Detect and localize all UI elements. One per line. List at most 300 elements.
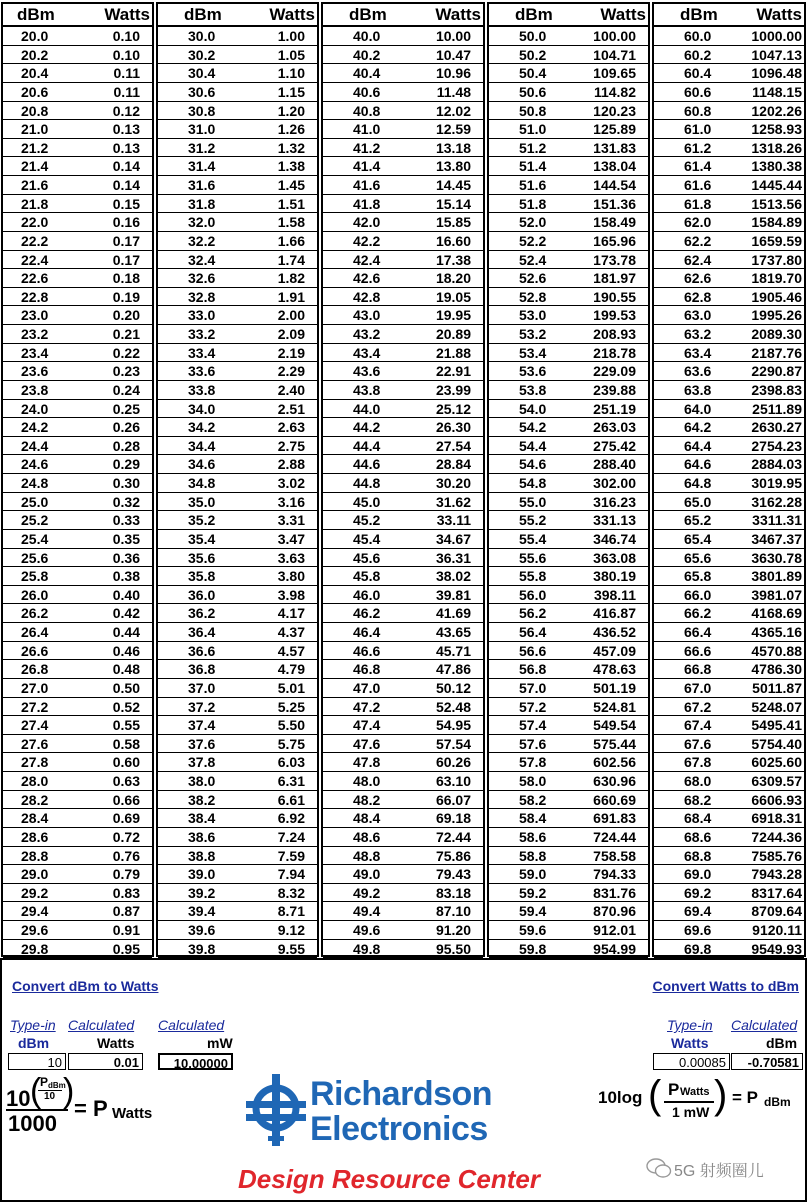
watts-cell: 63.10	[435, 773, 471, 789]
table-row	[158, 64, 317, 83]
table-row	[323, 418, 483, 437]
dbm-cell: 45.4	[353, 530, 381, 547]
dbm-cell: 55.2	[519, 512, 547, 529]
dbm-cell: 27.6	[21, 735, 49, 752]
watts-cell: 6606.93	[751, 791, 802, 808]
watts-cell: 0.14	[112, 158, 140, 175]
watts-cell: 1000.00	[751, 28, 802, 44]
watts-cell: 1.10	[277, 65, 305, 82]
dbm-cell: 25.4	[21, 530, 49, 547]
table-row	[489, 604, 648, 623]
watts-cell: 5.01	[277, 679, 305, 696]
table-row	[654, 642, 804, 661]
watts-cell: 54.95	[435, 717, 471, 734]
table-row	[323, 344, 483, 363]
dbm-cell: 64.2	[684, 419, 712, 436]
table-row	[489, 306, 648, 325]
table-row	[323, 400, 483, 419]
dbm-cell: 55.0	[519, 493, 547, 510]
table-header	[489, 4, 648, 27]
table-row	[3, 269, 152, 288]
table-header	[3, 4, 152, 27]
watts-cell: 208.93	[593, 326, 636, 342]
dbm-cell: 23.2	[21, 326, 49, 342]
dbm-cell: 40.6	[353, 83, 381, 100]
dbm-cell: 36.6	[188, 642, 216, 659]
watts-cell: 1380.38	[751, 158, 802, 175]
table-row	[158, 940, 317, 959]
table-row	[489, 809, 648, 828]
table-row	[489, 902, 648, 921]
watts-cell: 181.97	[593, 270, 636, 287]
table-row	[654, 381, 804, 400]
table-row	[3, 455, 152, 474]
dbm-cell: 56.8	[519, 661, 547, 678]
watts-cell: 0.28	[112, 437, 140, 454]
table-row	[654, 288, 804, 307]
dbm-cell: 57.4	[519, 717, 547, 734]
dbm-cell: 23.0	[21, 307, 49, 324]
table-row	[489, 157, 648, 176]
table-row	[489, 288, 648, 307]
dbm-cell: 56.2	[519, 605, 547, 622]
watts-cell: 16.60	[435, 232, 471, 249]
watts-cell: 3801.89	[751, 568, 802, 585]
dbm-cell: 49.4	[353, 903, 381, 920]
formula-open-paren-right: (	[648, 1073, 662, 1117]
watts-cell: 9.55	[277, 940, 305, 957]
dbm-cell: 22.8	[21, 288, 49, 305]
dbm-cell: 58.0	[519, 773, 547, 789]
dbm-cell: 63.0	[684, 307, 712, 324]
dbm-cell: 47.4	[353, 717, 381, 734]
dbm-cell: 65.2	[684, 512, 712, 529]
table-row	[489, 362, 648, 381]
table-row	[3, 176, 152, 195]
table-row	[3, 753, 152, 772]
watts-cell: 199.53	[593, 307, 636, 324]
table-row	[3, 698, 152, 717]
watts-cell: 4.37	[277, 624, 305, 640]
table-row	[158, 511, 317, 530]
watts-cell: 2187.76	[751, 344, 802, 361]
watts-cell: 5754.40	[751, 735, 802, 752]
dbm-cell: 59.2	[519, 884, 547, 901]
dbm-cell: 69.6	[684, 922, 712, 938]
watts-cell: 0.20	[112, 307, 140, 324]
table-row	[158, 623, 317, 642]
dbm-cell: 39.8	[188, 940, 216, 957]
watts-cell: 3.98	[277, 586, 305, 603]
watts-cell: 0.13	[112, 121, 140, 138]
formula-exp-p: P	[40, 1075, 49, 1089]
table-row	[489, 586, 648, 605]
dbm-cell: 38.0	[188, 773, 216, 789]
watts-cell: 131.83	[593, 139, 636, 156]
dbm-cell: 66.2	[684, 605, 712, 622]
dbm-cell: 23.4	[21, 344, 49, 361]
table-row	[323, 27, 483, 46]
watts-cell: 1.00	[277, 28, 305, 44]
table-row	[323, 549, 483, 568]
watts-cell: 3.63	[277, 549, 305, 566]
dbm-cell: 52.2	[519, 232, 547, 249]
unit-dbm-label: dBm	[18, 1035, 50, 1051]
watts-cell: 0.14	[112, 177, 140, 193]
table-row	[654, 865, 804, 884]
dbm-cell: 50.0	[519, 28, 547, 44]
table-row	[654, 902, 804, 921]
watts-cell: 0.40	[112, 586, 140, 603]
watts-cell: 380.19	[593, 568, 636, 585]
formula-den-mw: 1 mW	[672, 1104, 710, 1120]
table-row	[489, 195, 648, 214]
dbm-cell: 30.4	[188, 65, 216, 82]
dbm-cell: 64.8	[684, 475, 712, 491]
dbm-input-field[interactable]: 10	[8, 1053, 66, 1070]
table-row	[654, 157, 804, 176]
table-row	[3, 362, 152, 381]
watts-cell: 0.95	[112, 940, 140, 957]
dbm-cell: 42.6	[353, 270, 381, 287]
formula-base-ten: 10	[6, 1086, 31, 1111]
table-row	[3, 381, 152, 400]
brand-name-line2: Electronics	[310, 1110, 488, 1148]
watts-cell: 3162.28	[751, 493, 802, 510]
watts-cell: 0.33	[112, 512, 140, 529]
watts-cell: 0.60	[112, 754, 140, 771]
watts-cell: 87.10	[435, 903, 471, 920]
dbm-cell: 58.8	[519, 847, 547, 864]
dbm-cell: 36.2	[188, 605, 216, 622]
table-row	[654, 549, 804, 568]
table-row	[489, 213, 648, 232]
unit-dbm-label-right: dBm	[766, 1035, 798, 1051]
table-row	[158, 269, 317, 288]
watts-cell: 501.19	[593, 679, 636, 696]
table-row	[323, 679, 483, 698]
formula-close-paren-right: )	[714, 1073, 728, 1117]
dbm-cell: 30.2	[188, 46, 216, 63]
dbm-cell: 49.2	[353, 884, 381, 901]
dbm-cell: 51.4	[519, 158, 547, 175]
dbm-cell: 50.4	[519, 65, 547, 82]
table-row	[323, 306, 483, 325]
header-watts: Watts	[104, 5, 150, 24]
dbm-cell: 35.0	[188, 493, 216, 510]
watts-cell: 4786.30	[751, 661, 802, 678]
table-row	[323, 251, 483, 270]
watts-cell: 43.65	[435, 624, 471, 640]
table-row	[323, 195, 483, 214]
watts-cell: 19.95	[435, 307, 471, 324]
table-row	[158, 921, 317, 940]
dbm-cell: 41.6	[353, 177, 381, 193]
watts-cell: 125.89	[593, 121, 636, 138]
watts-cell: 288.40	[593, 456, 636, 473]
table-row	[489, 455, 648, 474]
table-row	[3, 46, 152, 65]
watts-cell: 1.45	[277, 177, 305, 193]
watts-cell: 4.57	[277, 642, 305, 659]
table-row	[489, 344, 648, 363]
watts-cell: 724.44	[593, 828, 636, 845]
watts-cell: 0.48	[112, 661, 140, 678]
dbm-cell: 53.6	[519, 363, 547, 380]
dbm-cell: 67.4	[684, 717, 712, 734]
table-row	[323, 139, 483, 158]
table-row	[158, 791, 317, 810]
watts-cell: 6.61	[277, 791, 305, 808]
table-row	[3, 660, 152, 679]
watts-cell: 2398.83	[751, 381, 802, 398]
table-row	[323, 493, 483, 512]
table-row	[489, 64, 648, 83]
table-row	[654, 716, 804, 735]
dbm-cell: 26.2	[21, 605, 49, 622]
dbm-cell: 55.6	[519, 549, 547, 566]
dbm-cell: 57.8	[519, 754, 547, 771]
watts-cell: 0.42	[112, 605, 140, 622]
table-row	[3, 27, 152, 46]
convert-watts-to-dbm-title[interactable]: Convert Watts to dBm	[652, 978, 799, 994]
dbm-cell: 64.6	[684, 456, 712, 473]
dbm-to-watts-formula	[6, 1074, 166, 1134]
table-row	[323, 623, 483, 642]
watts-cell: 1513.56	[751, 195, 802, 212]
table-column	[487, 2, 650, 957]
table-row	[489, 232, 648, 251]
table-row	[323, 809, 483, 828]
watts-cell: 1819.70	[751, 270, 802, 287]
table-row	[3, 940, 152, 959]
table-row	[158, 139, 317, 158]
watts-cell: 144.54	[593, 177, 636, 193]
table-row	[158, 251, 317, 270]
table-row	[654, 344, 804, 363]
table-row	[489, 847, 648, 866]
watts-cell: 0.87	[112, 903, 140, 920]
dbm-cell: 56.6	[519, 642, 547, 659]
dbm-cell: 34.0	[188, 400, 216, 417]
dbm-cell: 32.0	[188, 214, 216, 231]
table-row	[654, 698, 804, 717]
watts-cell: 416.87	[593, 605, 636, 622]
dbm-cell: 43.6	[353, 363, 381, 380]
dbm-cell: 22.4	[21, 251, 49, 268]
table-row	[654, 139, 804, 158]
dbm-cell: 46.0	[353, 586, 381, 603]
watts-cell: 7.59	[277, 847, 305, 864]
dbm-cell: 50.2	[519, 46, 547, 63]
dbm-cell: 41.0	[353, 121, 381, 138]
watts-cell: 263.03	[593, 419, 636, 436]
table-row	[654, 400, 804, 419]
table-row	[158, 586, 317, 605]
table-row	[654, 325, 804, 344]
table-row	[3, 213, 152, 232]
dbm-cell: 33.4	[188, 344, 216, 361]
calculated-label-mw: Calculated	[158, 1017, 225, 1033]
watts-cell: 25.12	[435, 400, 471, 417]
watts-cell: 52.48	[435, 698, 471, 715]
dbm-cell: 26.4	[21, 624, 49, 640]
table-row	[3, 251, 152, 270]
watts-cell: 1.26	[277, 121, 305, 138]
table-row	[654, 940, 804, 959]
dbm-cell: 59.6	[519, 922, 547, 938]
watts-cell: 1.82	[277, 270, 305, 287]
table-row	[158, 306, 317, 325]
table-row	[158, 660, 317, 679]
table-row	[489, 176, 648, 195]
watts-cell: 2.51	[277, 400, 305, 417]
watts-cell: 2089.30	[751, 326, 802, 342]
dbm-cell: 54.2	[519, 419, 547, 436]
table-row	[158, 381, 317, 400]
watts-cell: 2630.27	[751, 419, 802, 436]
table-row	[323, 604, 483, 623]
watts-input-field[interactable]: 0.00085	[653, 1053, 730, 1070]
watts-cell: 1995.26	[751, 307, 802, 324]
dbm-cell: 61.6	[684, 177, 712, 193]
watts-cell: 6025.60	[751, 754, 802, 771]
dbm-cell: 55.8	[519, 568, 547, 585]
dbm-cell: 26.0	[21, 586, 49, 603]
unit-watts-label-right: Watts	[671, 1035, 709, 1051]
watts-cell: 114.82	[593, 83, 636, 100]
table-row	[489, 828, 648, 847]
watts-cell: 104.71	[593, 46, 636, 63]
dbm-cell: 34.4	[188, 437, 216, 454]
table-row	[654, 735, 804, 754]
dbm-cell: 39.4	[188, 903, 216, 920]
dbm-cell: 62.8	[684, 288, 712, 305]
dbm-cell: 57.0	[519, 679, 547, 696]
dbm-cell: 51.6	[519, 177, 547, 193]
watts-cell: 1202.26	[751, 102, 802, 119]
table-row	[158, 530, 317, 549]
watts-cell: 15.14	[435, 195, 471, 212]
dbm-cell: 26.6	[21, 642, 49, 659]
watts-cell: 6.31	[277, 773, 305, 789]
dbm-cell: 53.2	[519, 326, 547, 342]
table-row	[323, 847, 483, 866]
watts-cell: 69.18	[435, 810, 471, 827]
watts-cell: 0.10	[112, 46, 140, 63]
watts-cell: 0.83	[112, 884, 140, 901]
watts-cell: 100.00	[593, 28, 636, 44]
table-row	[654, 753, 804, 772]
dbm-cell: 26.8	[21, 661, 49, 678]
dbm-cell: 60.6	[684, 83, 712, 100]
dbm-cell: 41.8	[353, 195, 381, 212]
dbm-cell: 37.6	[188, 735, 216, 752]
watts-cell: 4365.16	[751, 624, 802, 640]
dbm-cell: 52.6	[519, 270, 547, 287]
dbm-cell: 59.4	[519, 903, 547, 920]
table-row	[158, 120, 317, 139]
watts-cell: 1318.26	[751, 139, 802, 156]
watts-cell: 5495.41	[751, 717, 802, 734]
dbm-cell: 68.6	[684, 828, 712, 845]
watts-cell: 0.38	[112, 568, 140, 585]
table-row	[654, 102, 804, 121]
watts-cell: 316.23	[593, 493, 636, 510]
table-row	[489, 474, 648, 493]
dbm-cell: 45.2	[353, 512, 381, 529]
dbm-cell: 28.8	[21, 847, 49, 864]
watts-cell: 2.19	[277, 344, 305, 361]
table-row	[323, 511, 483, 530]
table-row	[158, 884, 317, 903]
watts-cell: 7943.28	[751, 866, 802, 883]
watts-cell: 0.46	[112, 642, 140, 659]
watts-cell: 1.05	[277, 46, 305, 63]
watts-cell: 0.72	[112, 828, 140, 845]
calculated-label-dbm: Calculated	[731, 1017, 798, 1033]
watts-cell: 39.81	[435, 586, 471, 603]
watts-cell: 1737.80	[751, 251, 802, 268]
watts-cell: 6.92	[277, 810, 305, 827]
table-row	[654, 828, 804, 847]
dbm-cell: 58.4	[519, 810, 547, 827]
dbm-cell: 30.8	[188, 102, 216, 119]
table-row	[158, 46, 317, 65]
watts-cell: 478.63	[593, 661, 636, 678]
dbm-cell: 48.8	[353, 847, 381, 864]
watts-cell: 3981.07	[751, 586, 802, 603]
dbm-cell: 66.8	[684, 661, 712, 678]
table-row	[323, 921, 483, 940]
dbm-cell: 43.0	[353, 307, 381, 324]
watts-cell: 47.86	[435, 661, 471, 678]
watts-cell: 0.11	[113, 83, 140, 100]
table-row	[489, 251, 648, 270]
table-row	[158, 642, 317, 661]
watts-cell: 363.08	[593, 549, 636, 566]
watts-cell: 1258.93	[751, 121, 802, 138]
watts-cell: 239.88	[593, 381, 636, 398]
table-row	[654, 623, 804, 642]
table-row	[654, 195, 804, 214]
watts-cell: 13.80	[435, 158, 471, 175]
watts-cell: 158.49	[593, 214, 636, 231]
dbm-cell: 61.8	[684, 195, 712, 212]
table-header	[654, 4, 804, 27]
dbm-cell: 28.4	[21, 810, 49, 827]
table-row	[3, 139, 152, 158]
watts-cell: 524.81	[593, 698, 636, 715]
dbm-cell: 21.6	[21, 177, 49, 193]
watts-cell: 23.99	[435, 381, 471, 398]
table-row	[654, 64, 804, 83]
table-row	[158, 418, 317, 437]
table-row	[158, 549, 317, 568]
table-row	[323, 288, 483, 307]
table-row	[489, 660, 648, 679]
dbm-cell: 30.0	[188, 28, 216, 44]
table-row	[158, 232, 317, 251]
convert-dbm-to-watts-title[interactable]: Convert dBm to Watts	[12, 978, 159, 994]
dbm-cell: 60.2	[684, 46, 712, 63]
dbm-cell: 42.8	[353, 288, 381, 305]
dbm-cell: 69.2	[684, 884, 712, 901]
table-row	[3, 828, 152, 847]
dbm-cell: 54.8	[519, 475, 547, 491]
dbm-cell: 24.0	[21, 400, 49, 417]
dbm-cell: 32.8	[188, 288, 216, 305]
